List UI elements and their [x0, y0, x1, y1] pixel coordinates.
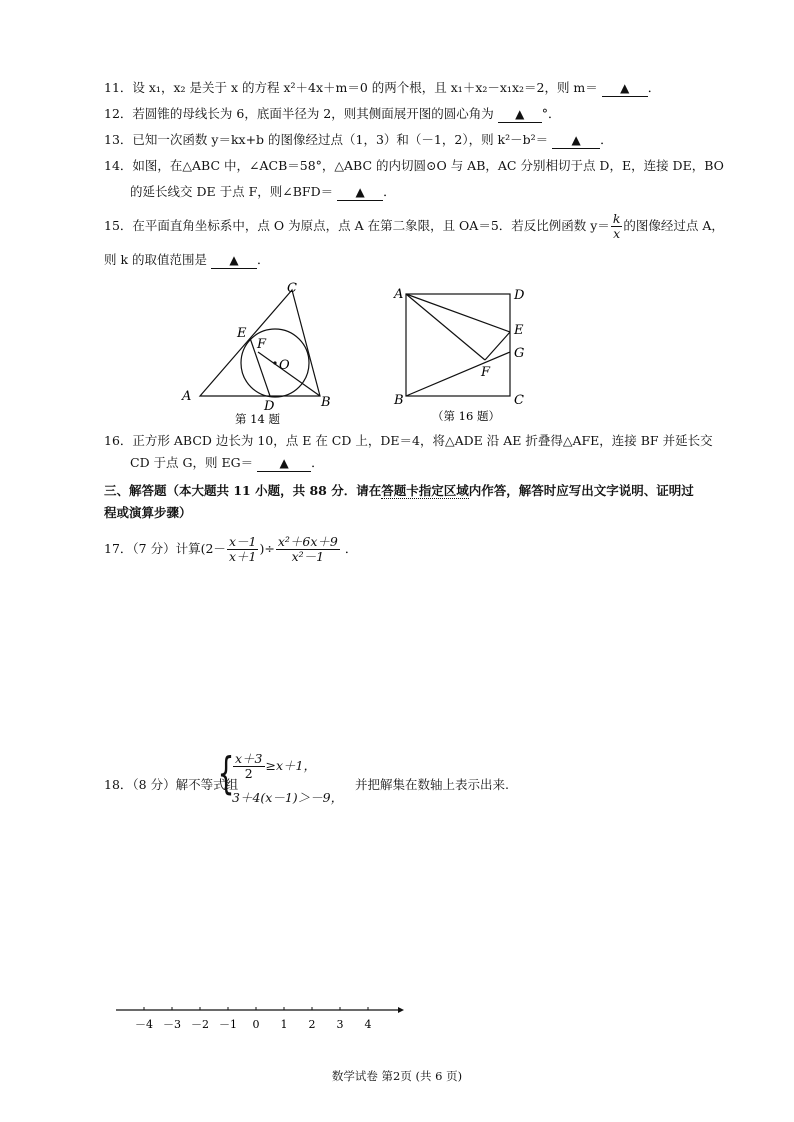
question-16-line2	[130, 453, 324, 473]
answer-blank[interactable]	[257, 455, 311, 472]
question-number: 15．	[104, 218, 133, 233]
question-18-tail: 并把解集在数轴上表示出来.	[355, 777, 509, 792]
section-3-heading-line2	[104, 503, 192, 523]
segment-bg	[406, 352, 510, 396]
inequality-1	[232, 752, 316, 781]
question-tail: ．	[600, 132, 613, 147]
question-text: 如图，在△ABC 中，∠ACB＝58°，△ABC 的内切圆⊙O 与 AB，AC 分别相切于点 D，E，连接 DE，BO	[132, 158, 724, 173]
question-text: 的图像经过点 A，	[623, 218, 724, 233]
segment-fe	[485, 332, 510, 360]
fraction-ineq: $\frac{x+3}{2}$	[235, 751, 263, 781]
figure-14	[175, 280, 345, 426]
question-text: 在平面直角坐标系中，点 O 为原点，点 A 在第二象限，且 OA＝5．若反比例函数 y＝	[132, 218, 610, 233]
question-number: 12．	[104, 106, 133, 121]
question-points: （7 分）计算	[132, 541, 201, 556]
label-d: D	[264, 399, 275, 414]
number-line	[114, 1002, 406, 1034]
label-a: A	[182, 389, 192, 404]
answer-blank[interactable]	[602, 80, 648, 97]
fraction-1: $\frac{x-1}{x+1}$	[228, 534, 257, 564]
question-number: 17．	[104, 541, 133, 556]
question-17	[104, 532, 357, 566]
inequality-2: 3＋4(x－1)＞－9，	[232, 790, 344, 805]
question-15-line1	[104, 212, 724, 241]
blank-marker-icon: ▲	[620, 81, 630, 95]
label-d: D	[514, 288, 525, 303]
label-c: C	[287, 281, 297, 296]
question-text: 的延长线交 DE 于点 F，则∠BFD＝	[130, 184, 334, 199]
tick-label: 0	[252, 1018, 260, 1031]
question-13	[104, 130, 613, 150]
question-tail: ．	[344, 541, 358, 556]
tick-label: －4	[135, 1018, 153, 1031]
page-footer: 数学试卷 第2页 (共 6 页)	[331, 1069, 463, 1083]
section-heading-text: 三、解答题（本大题共 11 小题，共 88 分．请在	[104, 483, 382, 498]
center-o-point	[273, 361, 276, 364]
figure-14-caption: 第 14 题	[235, 412, 280, 426]
question-tail: ．	[647, 80, 661, 95]
tick-label: 3	[336, 1018, 344, 1031]
answer-blank[interactable]	[211, 252, 257, 269]
blank-marker-icon: ▲	[571, 133, 581, 147]
tick-label: 1	[280, 1018, 288, 1031]
question-number: 16．	[104, 433, 133, 448]
tick-label: －3	[163, 1018, 181, 1031]
question-text: 设 x₁，x₂ 是关于 x 的方程 x²＋4x＋m＝0 的两个根，且 x₁＋x₂－x₁x₂＝2，则 m＝	[132, 80, 598, 95]
blank-marker-icon: ▲	[279, 456, 289, 470]
square-abcd	[406, 294, 510, 396]
blank-marker-icon: ▲	[355, 185, 365, 199]
question-12	[104, 104, 561, 124]
label-c: C	[514, 393, 524, 408]
question-14-line2	[130, 182, 396, 202]
question-number: 13．	[104, 132, 133, 147]
arrow-right-icon	[398, 1007, 404, 1013]
question-tail: ．	[257, 252, 270, 267]
segment-ae	[406, 294, 510, 332]
question-text: 正方形 ABCD 边长为 10，点 E 在 CD 上，DE＝4，将△ADE 沿 AE 折叠得△AFE，连接 BF 并延长交	[132, 433, 713, 448]
question-11	[104, 78, 660, 98]
brace-icon: {	[217, 748, 235, 799]
blank-marker-icon: ▲	[515, 107, 525, 121]
label-e: E	[237, 326, 247, 341]
tick-label: 4	[364, 1018, 372, 1031]
question-number: 18．	[104, 777, 133, 792]
section-heading-text: 内作答，解答时应写出文字说明、证明过	[468, 483, 694, 498]
question-text: 已知一次函数 y＝kx+b 的图像经过点（1，3）和（－1，2），则 k²－b²＝	[132, 132, 549, 147]
tick-label: －1	[219, 1018, 237, 1031]
label-b: B	[321, 395, 331, 410]
question-16-line1	[104, 431, 713, 451]
label-e: E	[514, 323, 524, 338]
answer-blank[interactable]	[498, 106, 542, 123]
answer-blank[interactable]	[552, 132, 600, 149]
label-f: F	[257, 337, 267, 352]
expression-part: )÷	[259, 541, 275, 556]
section-3-heading-line1	[104, 481, 694, 501]
question-number: 11．	[104, 80, 133, 95]
label-o: O	[279, 358, 290, 373]
answer-blank[interactable]	[337, 184, 383, 201]
blank-marker-icon: ▲	[229, 253, 239, 267]
tick-label: 2	[308, 1018, 316, 1031]
figure-16-caption: （第 16 题）	[432, 409, 500, 423]
question-14-line1	[104, 156, 724, 176]
question-points: （8 分）解不等式组	[132, 777, 239, 792]
section-heading-emphasis: 答题卡指定区域	[381, 483, 469, 498]
section-heading-text: 程或演算步骤）	[104, 505, 192, 520]
label-b: B	[394, 393, 404, 408]
inequality-rest: ≥x＋1，	[265, 758, 316, 773]
figure-16	[388, 282, 536, 426]
tick-label: －2	[191, 1018, 209, 1031]
question-tail: ．	[383, 184, 396, 199]
question-text: 若圆锥的母线长为 6，底面半径为 2，则其侧面展开图的圆心角为	[132, 106, 494, 121]
question-15-line2	[104, 250, 270, 270]
fraction-2: $\frac{\text{x²＋6x＋9}}{\text{x²－1}}$	[277, 534, 338, 564]
label-g: G	[514, 346, 525, 361]
segment-af	[406, 294, 485, 360]
question-tail: °．	[541, 106, 561, 121]
question-text: 则 k 的取值范围是	[104, 252, 208, 267]
question-text: CD 于点 G，则 EG＝	[130, 455, 254, 470]
expression-part: (2－	[200, 541, 226, 556]
label-f: F	[481, 365, 491, 380]
question-tail: ．	[311, 455, 324, 470]
question-number: 14．	[104, 158, 133, 173]
fraction-k-over-x: $\frac{k}{x}$	[612, 211, 621, 241]
label-a: A	[394, 287, 404, 302]
